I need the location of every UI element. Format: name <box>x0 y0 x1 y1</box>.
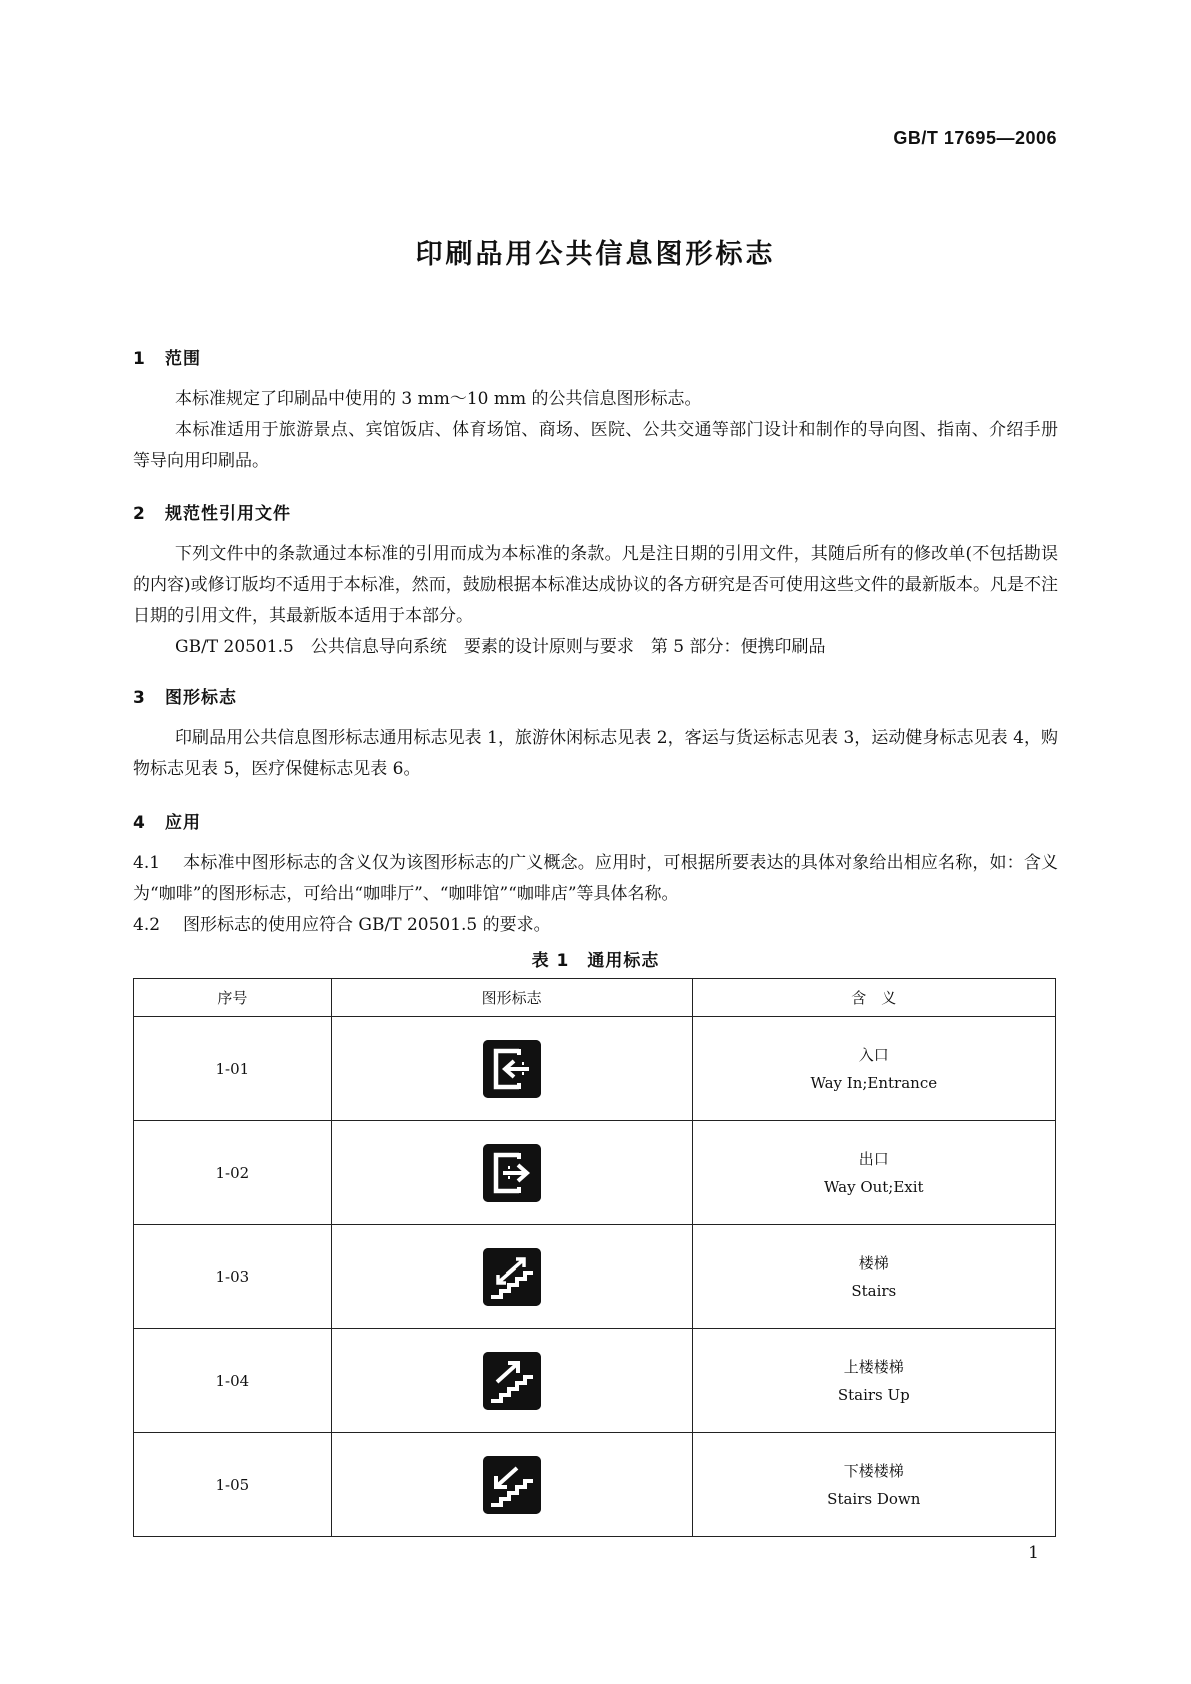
stairs-icon <box>483 1248 541 1306</box>
table-row <box>134 1121 1056 1225</box>
row-number: 1-02 <box>134 1121 332 1225</box>
meaning-chinese: 出口 <box>858 1149 889 1168</box>
table-row <box>134 1017 1056 1121</box>
stairs-up-icon <box>483 1352 541 1410</box>
sign-cell <box>331 1017 692 1121</box>
meaning-cell <box>692 1225 1055 1329</box>
row-number: 1-05 <box>134 1433 332 1537</box>
clause-number: 4.2 <box>133 915 161 935</box>
table-header-row <box>134 979 1056 1017</box>
section-number: 4 <box>133 813 146 833</box>
row-number: 1-04 <box>134 1329 332 1433</box>
paragraph: 本标准适用于旅游景点、宾馆饭店、体育场馆、商场、医院、公共交通等部门设计和制作的导向图、指南、介绍手册等导向用印刷品。 <box>133 420 1058 471</box>
sign-cell <box>331 1225 692 1329</box>
meaning-english: Stairs Down <box>827 1489 921 1508</box>
sign-cell <box>331 1433 692 1537</box>
meaning-cell <box>692 1017 1055 1121</box>
stairs-down-icon <box>483 1456 541 1514</box>
table-row <box>134 1225 1056 1329</box>
section-title: 应用 <box>165 813 201 833</box>
meaning-cell <box>692 1433 1055 1537</box>
meaning-chinese: 入口 <box>858 1045 889 1064</box>
symbols-table <box>133 978 1056 1537</box>
entrance-icon <box>483 1040 541 1098</box>
clause-text: 本标准中图形标志的含义仅为该图形标志的广义概念。应用时，可根据所要表达的具体对象给出相应名称，如：含义为“咖啡”的图形标志，可给出“咖啡厅”、“咖啡馆”“咖啡店”等具体名称。 <box>133 853 1058 904</box>
meaning-english: Way In;Entrance <box>810 1073 938 1092</box>
section-title: 规范性引用文件 <box>165 504 291 524</box>
section-4-heading <box>133 808 201 833</box>
page-number: 1 <box>1028 1543 1039 1563</box>
meaning-english: Stairs <box>851 1281 897 1300</box>
header-sign: 图形标志 <box>331 979 692 1017</box>
section-1-heading <box>133 344 201 369</box>
row-number: 1-01 <box>134 1017 332 1121</box>
section-number: 2 <box>133 504 146 524</box>
clause-4-2 <box>133 910 1058 941</box>
meaning-chinese: 楼梯 <box>858 1253 889 1272</box>
table-caption: 表 1 通用标志 <box>531 951 660 971</box>
section-3-heading <box>133 683 237 708</box>
sign-cell <box>331 1329 692 1433</box>
section-2-heading <box>133 499 291 524</box>
standard-code: GB/T 17695—2006 <box>893 128 1057 148</box>
exit-icon <box>483 1144 541 1202</box>
meaning-cell <box>692 1121 1055 1225</box>
document-title: 印刷品用公共信息图形标志 <box>415 239 776 270</box>
sign-cell <box>331 1121 692 1225</box>
clause-number: 4.1 <box>133 853 161 873</box>
meaning-english: Stairs Up <box>837 1385 910 1404</box>
section-number: 3 <box>133 688 146 708</box>
header-meaning: 含 义 <box>692 979 1055 1017</box>
meaning-chinese: 下楼楼梯 <box>843 1461 904 1480</box>
table-row <box>134 1329 1056 1433</box>
paragraph: 下列文件中的条款通过本标准的引用而成为本标准的条款。凡是注日期的引用文件，其随后所有的修改单(不包括勘误的内容)或修订版均不适用于本标准，然而，鼓励根据本标准达成协议的各方研究是否可使用这些文件的最新版本。凡是不注日期的引用文件，其最新版本适用于本部分。 <box>133 544 1058 626</box>
meaning-english: Way Out;Exit <box>824 1177 924 1196</box>
table-row <box>134 1433 1056 1537</box>
section-title: 范围 <box>165 349 201 369</box>
meaning-cell <box>692 1329 1055 1433</box>
paragraph: 印刷品用公共信息图形标志通用标志见表 1，旅游休闲标志见表 2，客运与货运标志见表 3，运动健身标志见表 4，购物标志见表 5，医疗保健标志见表 6。 <box>133 728 1058 779</box>
section-number: 1 <box>133 349 146 369</box>
row-number: 1-03 <box>134 1225 332 1329</box>
paragraph: 本标准规定了印刷品中使用的 3 mm～10 mm 的公共信息图形标志。 <box>175 389 702 409</box>
header-number: 序号 <box>134 979 332 1017</box>
clause-4-1 <box>133 848 1058 910</box>
clause-text: 图形标志的使用应符合 GB/T 20501.5 的要求。 <box>183 915 551 935</box>
meaning-chinese: 上楼楼梯 <box>843 1357 904 1376</box>
reference-entry: GB/T 20501.5 公共信息导向系统 要素的设计原则与要求 第 5 部分：便携印刷品 <box>175 637 826 657</box>
section-title: 图形标志 <box>165 688 237 708</box>
